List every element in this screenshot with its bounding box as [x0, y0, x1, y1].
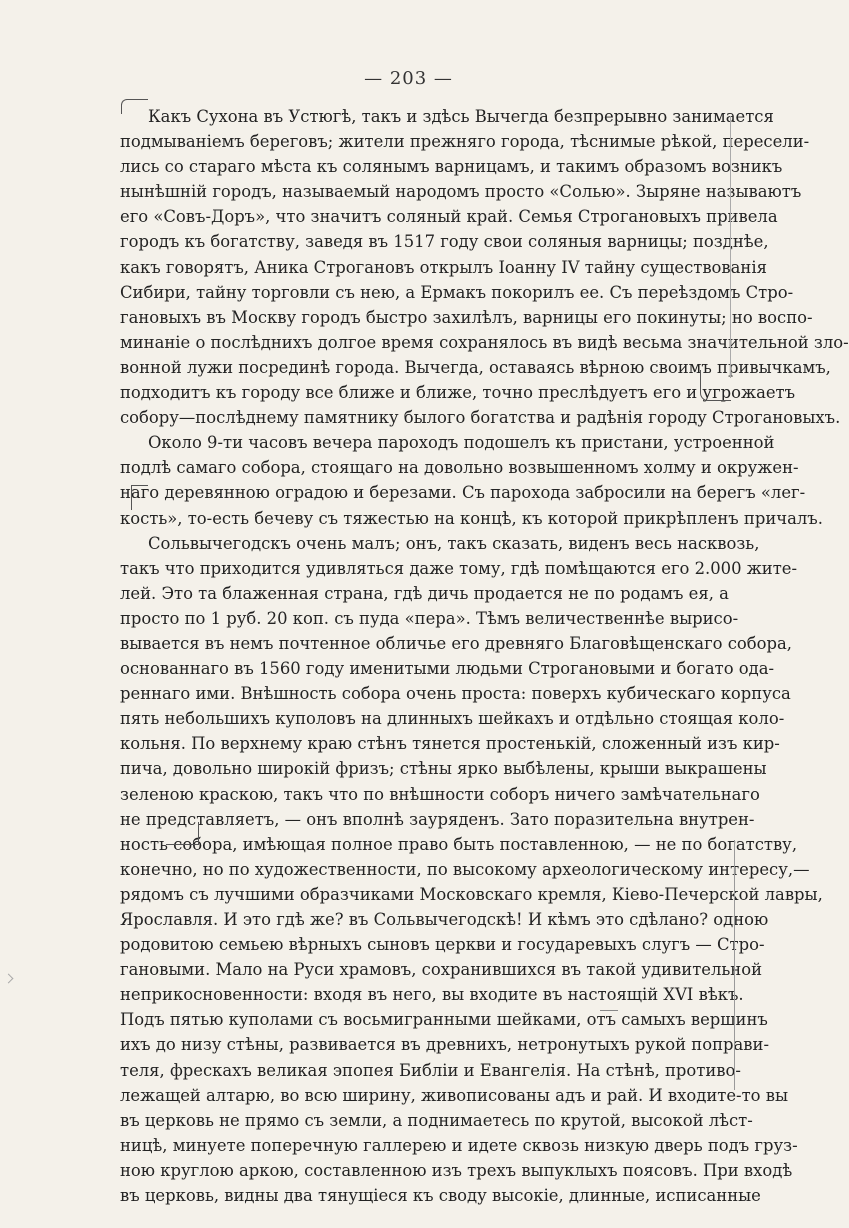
text-line: пича, довольно широкій фризъ; стѣны ярко выбѣлены, крыши выкрашены [120, 759, 767, 779]
text-line: кольня. По верхнему краю стѣнъ тянется простенькій, сложенный изъ кир- [120, 734, 780, 754]
text-line: Какъ Сухона въ Устюгѣ, такъ и здѣсь Вычегда безпрерывно занимается [148, 107, 774, 126]
text-line: Около 9-ти часовъ вечера пароходъ подошелъ къ пристани, устроенной [148, 433, 775, 453]
text-line: нынѣшній городъ, называемый народомъ просто «Солью». Зыряне называютъ [120, 182, 802, 202]
text-line: Ярославля. И это гдѣ же? въ Сольвычегодскѣ! И кѣмъ это сдѣлано? одною [120, 910, 769, 929]
text-line: основаннаго въ 1560 году именитыми людьми Строгановыми и богато ода- [120, 659, 775, 679]
text-line: ность собора, имѣющая полное право быть поставленною, — не по богатству, [120, 834, 798, 854]
text-line: Сольвычегодскъ очень малъ; онъ, такъ сказать, виденъ весь насквозь, [148, 533, 760, 553]
pencil-margin-line [724, 116, 731, 378]
text-line: рядомъ съ лучшими образчиками Московскаго кремля, Кіево-Печерской лавры, [120, 884, 823, 904]
pencil-underline-mark [600, 998, 618, 1011]
text-line: теля, фрескахъ великая эпопея Библіи и Евангелія. На стѣнѣ, противо- [120, 1060, 741, 1080]
paragraph-2 [120, 430, 823, 530]
text-line: ницѣ, минуете поперечную галлерею и идете сквозь низкую дверь подъ груз- [120, 1135, 798, 1155]
pencil-bracket-mark [700, 370, 731, 401]
text-line: минаніе о послѣднихъ долгое время сохранялось въ видѣ весьма значительной зло- [120, 332, 849, 352]
text-line: такъ что приходится удивляться даже тому, гдѣ помѣщаются его 2.000 жите- [120, 558, 798, 578]
pencil-bracket-mark [121, 99, 148, 114]
text-line: ихъ до низу стѣны, развивается въ древнихъ, нетронутыхъ рукой поправи- [120, 1035, 769, 1055]
text-line: подходитъ къ городу все ближе и ближе, точно преслѣдуетъ его и угрожаетъ [120, 383, 796, 403]
text-line: пять небольшихъ куполовъ на длинныхъ шейкахъ и отдѣльно стоящая коло- [120, 709, 785, 729]
text-line: его «Совъ-Доръ», что значитъ соляный край. Семья Строгановыхъ привела [120, 207, 778, 227]
text-line: вонной лужи посрединѣ города. Вычегда, оставаясь вѣрною своимъ привычкамъ, [120, 357, 831, 377]
text-line: зеленою краскою, такъ что по внѣшности соборъ ничего замѣчательнаго [120, 784, 760, 804]
text-line: конечно, но по художественности, по высокому археологическому интересу,— [120, 859, 810, 879]
text-line: наго деревянною оградою и березами. Съ парохода забросили на берегъ «лег- [120, 483, 806, 503]
text-line: просто по 1 руб. 20 коп. съ пуда «пера». Тѣмъ величественнѣе вырисо- [120, 608, 739, 628]
page-number: — 203 — [364, 68, 453, 89]
text-line: Сибири, тайну торговли съ нею, а Ермакъ покорилъ ее. Съ переѣздомъ Стро- [120, 282, 794, 302]
text-line: подлѣ самаго собора, стоящаго на довольно возвышенномъ холму и окружен- [120, 458, 799, 478]
text-line: лись со стараго мѣста къ солянымъ варницамъ, и такимъ образомъ возникъ [120, 157, 783, 177]
pencil-margin-line [728, 840, 735, 1090]
text-line: Подъ пятью куполами съ восьмигранными шейками, отъ самыхъ вершинъ [120, 1010, 768, 1030]
text-line: родовитою семьею вѣрныхъ сыновъ церкви и государевыхъ слугъ — Стро- [120, 935, 765, 955]
text-line: подмываніемъ береговъ; жители прежняго города, тѣснимые рѣкой, пересели- [120, 132, 810, 152]
margin-arrow-mark [4, 974, 14, 984]
pencil-bracket-mark [166, 822, 199, 845]
text-line: кость», то-есть бечеву съ тяжестью на концѣ, къ которой прикрѣпленъ причалъ. [120, 508, 823, 528]
text-line: городъ къ богатству, заведя въ 1517 году свои соляныя варницы; позднѣе, [120, 232, 769, 252]
pencil-bracket-mark [131, 485, 148, 510]
text-line: въ церковь, видны два тянущіеся къ своду высокіе, длинные, исписанные [120, 1186, 761, 1206]
body-text [120, 104, 849, 1208]
text-line: ною круглою аркою, составленною изъ трехъ выпуклыхъ поясовъ. При входѣ [120, 1160, 793, 1180]
text-line: не представляетъ, — онъ вполнѣ зауряденъ. Зато поразительна внутрен- [120, 809, 755, 829]
text-line: гановыми. Мало на Руси храмовъ, сохранившихся въ такой удивительной [120, 960, 763, 980]
text-line: реннаго ими. Внѣшность собора очень проста: поверхъ кубическаго корпуса [120, 684, 791, 704]
paragraph-1 [120, 104, 849, 430]
text-line: какъ говорятъ, Аника Строгановъ открылъ Іоанну IV тайну существованія [120, 257, 767, 277]
text-line: лежащей алтарю, во всю ширину, живописованы адъ и рай. И входите-то вы [120, 1085, 789, 1105]
text-line: собору—послѣднему памятнику былого богатства и радѣнія городу Строгановыхъ. [120, 408, 841, 428]
text-line: лей. Это та блаженная страна, гдѣ дичь продается не по родамъ ея, а [120, 583, 729, 603]
text-line: неприкосновенности: входя въ него, вы входите въ настоящій XVI вѣкъ. [120, 985, 744, 1005]
text-line: въ церковь не прямо съ земли, а поднимаетесь по крутой, высокой лѣст- [120, 1110, 753, 1130]
paragraph-3 [120, 531, 823, 1209]
text-line: вывается въ немъ почтенное обличье его древняго Благовѣщенскаго собора, [120, 633, 793, 653]
text-line: гановыхъ въ Москву городъ быстро захилѣлъ, варницы его покинуты; но воспо- [120, 307, 813, 327]
